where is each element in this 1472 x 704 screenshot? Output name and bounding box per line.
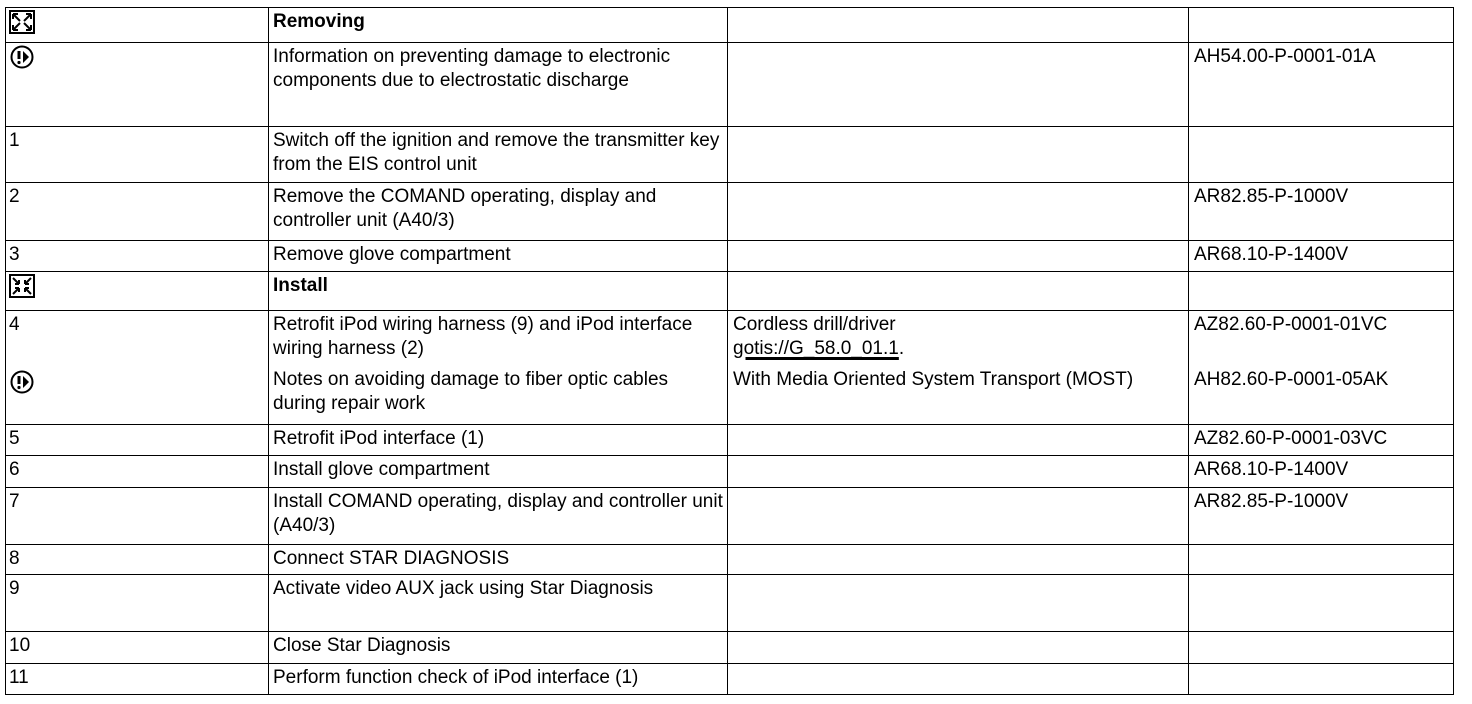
arrows-in-icon [9, 274, 35, 298]
step-number: 6 [6, 456, 269, 488]
reference-link[interactable]: AH54.00-P-0001-01A [1189, 43, 1454, 127]
table-row [6, 632, 1454, 664]
table-row [6, 241, 1454, 272]
step-number: 11 [6, 664, 269, 695]
note-reference-link[interactable]: AH82.60-P-0001-05AK [1194, 369, 1389, 390]
action-text: Remove glove compartment [269, 241, 728, 272]
action-text: Install glove compartment [269, 456, 728, 488]
action-text: Install COMAND operating, display and controller unit (A40/3) [269, 488, 728, 545]
action-text: Retrofit iPod wiring harness (9) and iPod interface wiring harness (2) [273, 314, 693, 359]
step-number: 7 [6, 488, 269, 545]
table-row [6, 664, 1454, 695]
table-row [6, 127, 1454, 183]
action-text: Close Star Diagnosis [269, 632, 728, 664]
reference-link[interactable]: AR68.10-P-1400V [1189, 241, 1454, 272]
action-text: Remove the COMAND operating, display and controller unit (A40/3) [269, 183, 728, 241]
table-row [6, 575, 1454, 632]
action-text: Switch off the ignition and remove the transmitter key from the EIS control unit [269, 127, 728, 183]
table-row [6, 488, 1454, 545]
action-text: Connect STAR DIAGNOSIS [269, 545, 728, 575]
step-number: 9 [6, 575, 269, 632]
table-row [6, 8, 1454, 43]
table-row [6, 545, 1454, 575]
section-title-install: Install [269, 272, 728, 311]
step-number: 3 [6, 241, 269, 272]
step-number: 2 [6, 183, 269, 241]
warning-circle-icon [9, 45, 35, 69]
action-text: Retrofit iPod interface (1) [269, 425, 728, 456]
table-row [6, 425, 1454, 456]
step-number: 5 [6, 425, 269, 456]
reference-link[interactable]: AZ82.60-P-0001-01VC [1194, 314, 1388, 335]
tool-link-suffix: . [898, 338, 905, 359]
note-text: Notes on avoiding damage to fiber optic cables during repair work [273, 369, 669, 414]
arrows-out-icon [9, 10, 35, 34]
action-text: Information on preventing damage to electronic components due to electrostatic discharge [269, 43, 728, 127]
step-number: 1 [6, 127, 269, 183]
reference-link[interactable]: AZ82.60-P-0001-03VC [1189, 425, 1454, 456]
table-row [6, 183, 1454, 241]
step-number: 10 [6, 632, 269, 664]
tool-text: Cordless drill/driver [733, 314, 896, 335]
action-text: Perform function check of iPod interface (1) [269, 664, 728, 695]
table-row [6, 272, 1454, 311]
tool-link[interactable]: gotis://G_58.0_01.1 [733, 338, 899, 359]
reference-link[interactable]: AR82.85-P-1000V [1189, 183, 1454, 241]
table-row [6, 456, 1454, 488]
table-row [6, 311, 1454, 425]
warning-circle-icon [9, 370, 35, 394]
step-number: 4 [9, 314, 20, 335]
table-row [6, 43, 1454, 127]
note-tool-text: With Media Oriented System Transport (MOST) [733, 369, 1134, 390]
action-text: Activate video AUX jack using Star Diagnosis [269, 575, 728, 632]
reference-link[interactable]: AR82.85-P-1000V [1189, 488, 1454, 545]
section-title-removing: Removing [269, 8, 728, 43]
procedure-table [5, 7, 1454, 695]
step-number: 8 [6, 545, 269, 575]
reference-link[interactable]: AR68.10-P-1400V [1189, 456, 1454, 488]
